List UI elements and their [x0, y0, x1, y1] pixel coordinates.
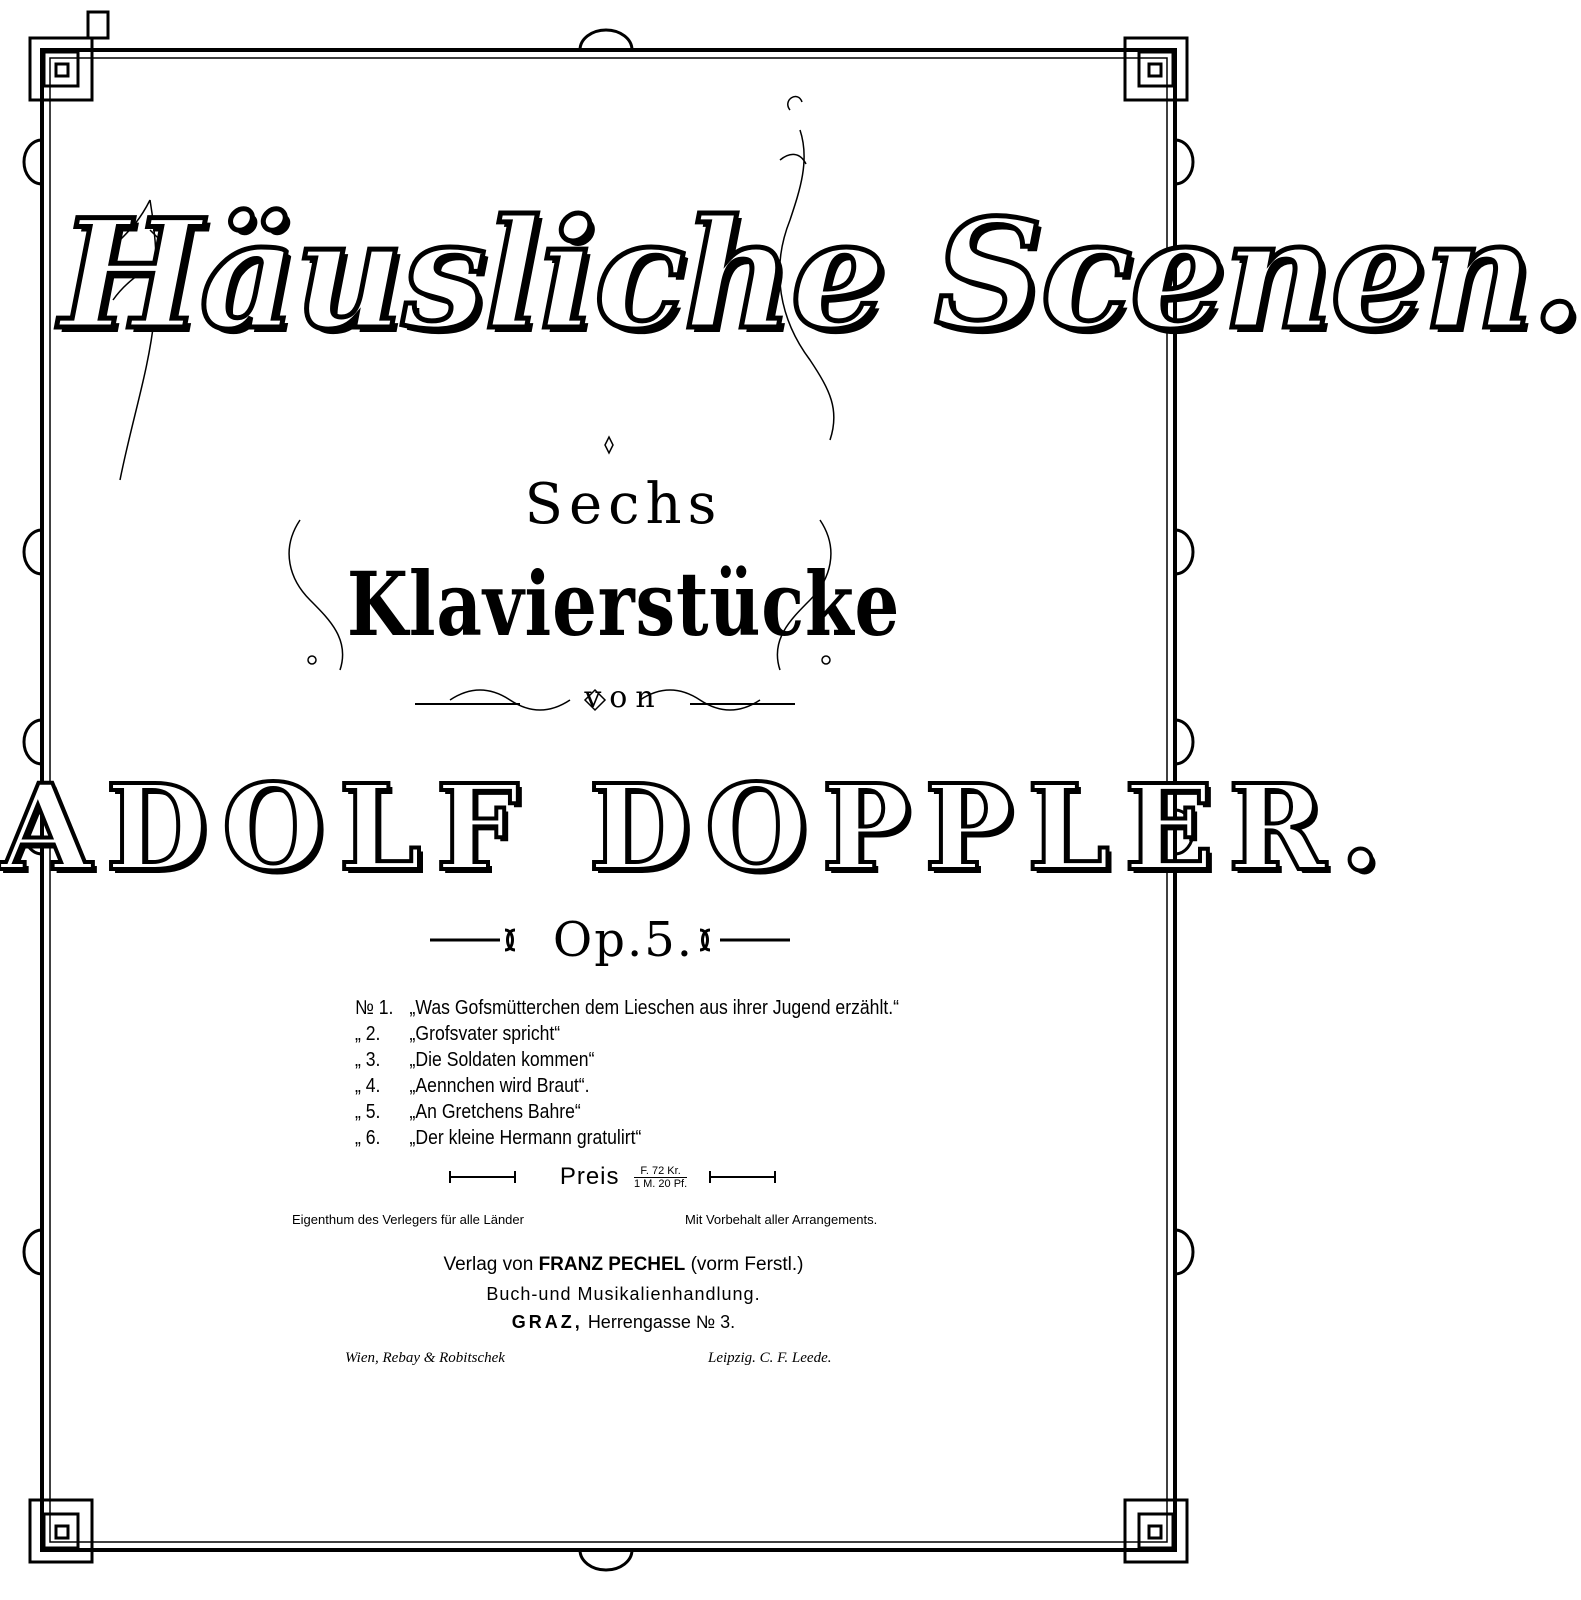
piece-number: „ 3.	[355, 1049, 381, 1071]
publisher-address: Herrengasse № 3.	[587, 1312, 736, 1332]
subtitle-genre: Klavierstücke	[346, 552, 901, 656]
publisher-line	[0, 1254, 1247, 1276]
rights-left: Eigenthum des Verlegers für alle Länder	[292, 1212, 524, 1227]
piece-number: „ 2.	[355, 1023, 381, 1045]
opus-number: Op.5.	[552, 912, 695, 968]
piece-title: „An Gretchens Bahre“	[409, 1101, 581, 1123]
publisher-city: GRAZ,	[511, 1312, 583, 1332]
piece-number: „ 6.	[355, 1127, 381, 1149]
price-florin: F. 72 Kr.	[634, 1165, 687, 1178]
subtitle-count: Sechs	[524, 472, 723, 537]
piece-title: „Die Soldaten kommen“	[409, 1049, 595, 1071]
price-label: Preis	[559, 1163, 620, 1190]
price-mark: 1 M. 20 Pf.	[633, 1177, 688, 1190]
rights-right: Mit Vorbehalt aller Arrangements.	[685, 1212, 878, 1227]
agent-vienna: Wien, Rebay & Robitschek	[345, 1350, 505, 1366]
publisher-address-line	[0, 1312, 1247, 1333]
by-label: von	[584, 680, 663, 715]
publisher-suffix: (vorm Ferstl.)	[690, 1254, 804, 1275]
piece-number: „ 5.	[355, 1101, 381, 1123]
piece-number: „ 4.	[355, 1075, 381, 1097]
piece-title: „Aennchen wird Braut“.	[409, 1075, 590, 1097]
piece-number: № 1.	[355, 997, 394, 1019]
work-title: Häusliche Scenen.	[60, 187, 1581, 363]
piece-title: „Grofsvater spricht“	[409, 1023, 561, 1045]
publisher-prefix: Verlag von	[443, 1254, 534, 1275]
composer-name: ADOLF DOPPLER.	[0, 758, 1396, 897]
agent-leipzig: Leipzig. C. F. Leede.	[708, 1350, 832, 1366]
piece-title: „Was Gofsmütterchen dem Lieschen aus ihrer Jugend erzählt.“	[409, 997, 900, 1019]
piece-title: „Der kleine Hermann gratulirt“	[409, 1127, 642, 1149]
price-values	[634, 1165, 687, 1190]
price	[0, 1163, 1247, 1191]
publisher-name: FRANZ PECHEL	[538, 1254, 686, 1275]
publisher-trade: Buch-und Musikalienhandlung.	[486, 1284, 761, 1304]
